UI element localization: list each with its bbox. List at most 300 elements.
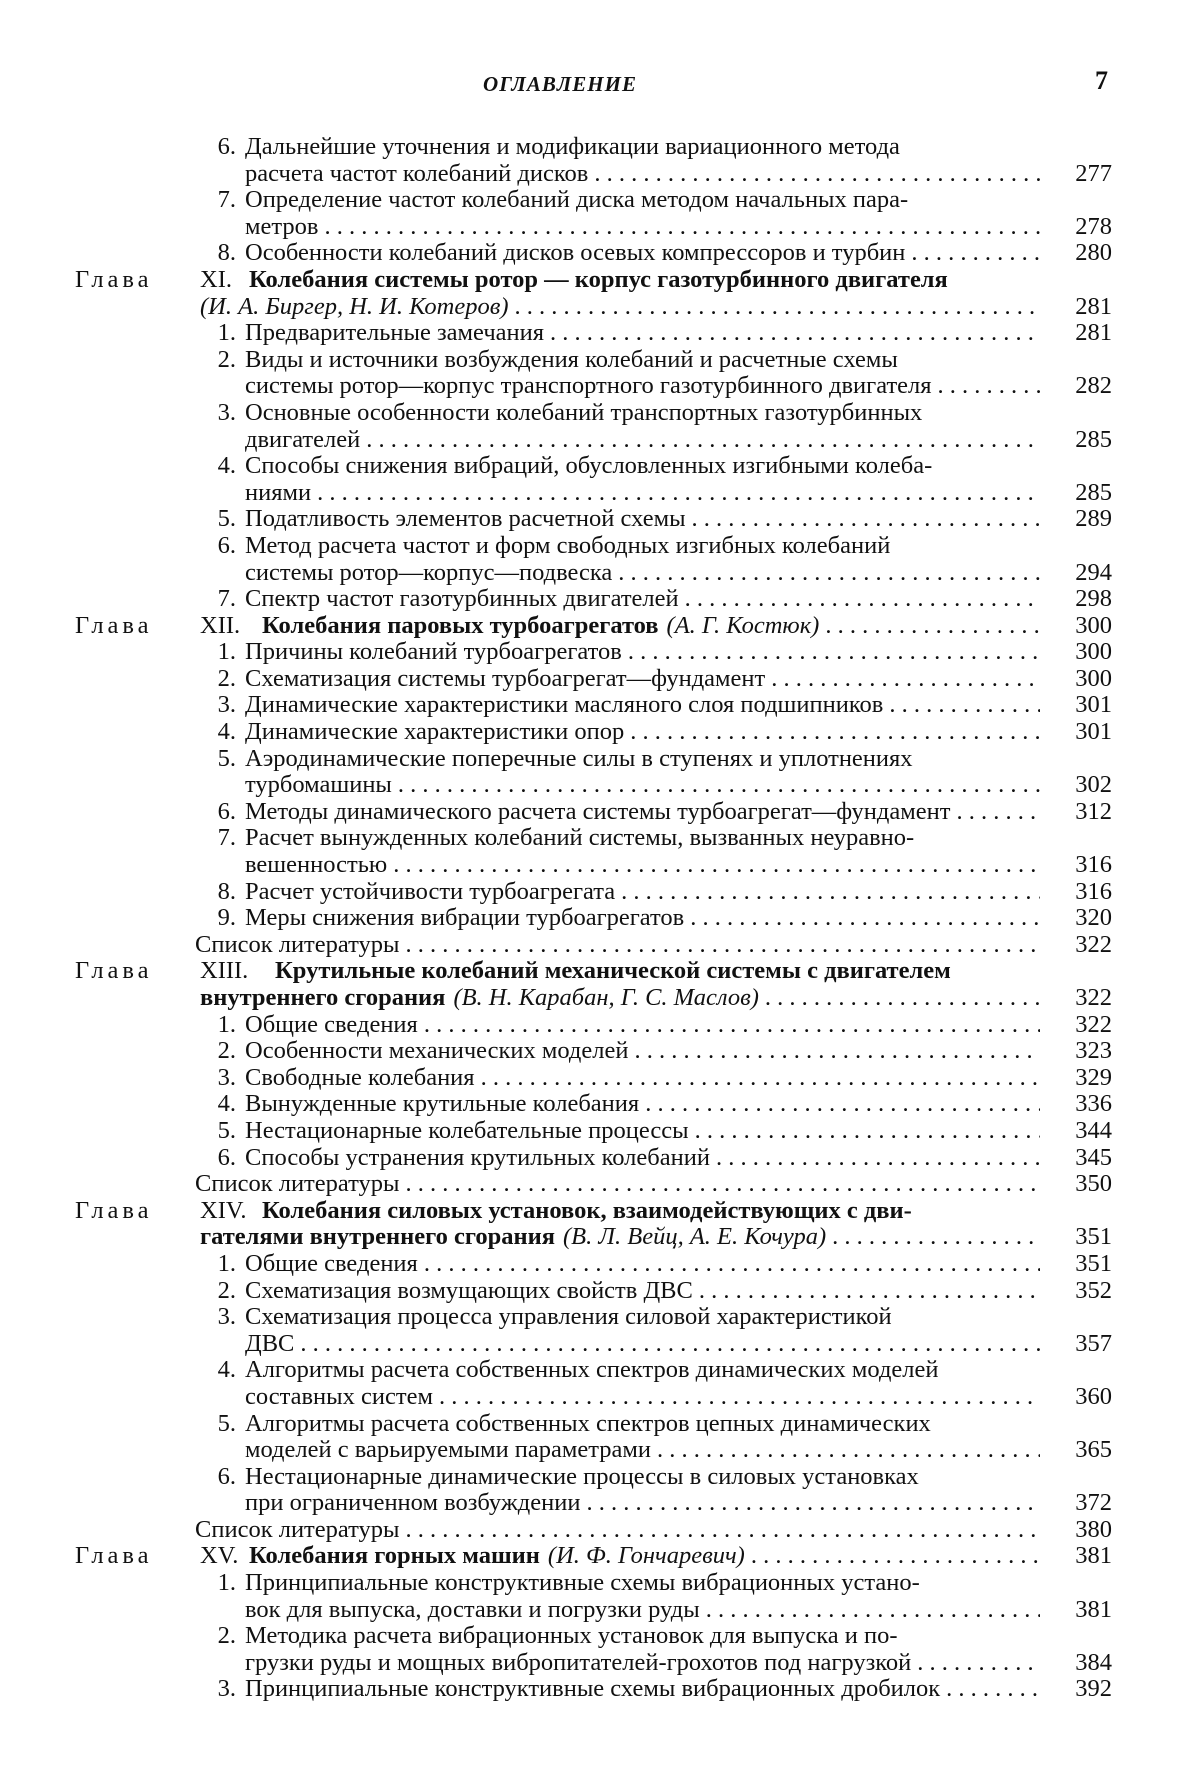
page-ref: 384 xyxy=(1075,1648,1112,1676)
page-ref: 323 xyxy=(1075,1037,1112,1065)
toc-line xyxy=(0,852,1200,879)
toc-entry-text[interactable] xyxy=(245,746,1040,773)
toc-entry[interactable] xyxy=(245,1012,1040,1039)
toc-line xyxy=(0,347,1200,374)
page-ref: 365 xyxy=(1075,1436,1112,1464)
item-number: 3. xyxy=(217,691,236,719)
page-ref: 320 xyxy=(1075,904,1112,932)
toc-entry-text[interactable] xyxy=(275,958,1040,985)
chapter-number: XIV. xyxy=(200,1196,247,1224)
toc-line xyxy=(0,1304,1200,1331)
toc-line xyxy=(0,799,1200,826)
item-number: 3. xyxy=(217,1063,236,1091)
toc-entry[interactable] xyxy=(245,560,1040,587)
toc-line xyxy=(0,267,1200,294)
entry-title: Алгоритмы расчета собственных спектров цепных динамических xyxy=(245,1410,931,1437)
page-number: 7 xyxy=(1095,66,1108,95)
toc-line xyxy=(0,373,1200,400)
item-number: 2. xyxy=(217,1622,236,1650)
item-number: 3. xyxy=(217,398,236,426)
item-number: 4. xyxy=(217,452,236,480)
toc-entry[interactable] xyxy=(245,1091,1040,1118)
page-ref: 345 xyxy=(1075,1143,1112,1171)
page-ref: 351 xyxy=(1075,1223,1112,1251)
toc-line xyxy=(0,958,1200,985)
entry-title: Виды и источники возбуждения колебаний и расчетные схемы xyxy=(245,346,898,373)
page-ref: 280 xyxy=(1075,239,1112,267)
toc-entry[interactable] xyxy=(200,294,1040,321)
page-ref: 294 xyxy=(1075,558,1112,586)
entry-title: Динамические характеристики опор xyxy=(245,719,625,746)
toc-entry-text[interactable] xyxy=(245,1464,1040,1491)
item-number: 8. xyxy=(217,877,236,905)
entry-authors: (В. Л. Вейц, А. Е. Кочура) xyxy=(563,1224,827,1251)
toc-entry[interactable] xyxy=(195,1171,1040,1198)
page-ref: 282 xyxy=(1075,372,1112,400)
toc-entry[interactable] xyxy=(245,1490,1040,1517)
entry-title: метров xyxy=(245,213,319,240)
toc-line xyxy=(0,1597,1200,1624)
chapter-label: Глава xyxy=(75,957,153,985)
page-ref: 357 xyxy=(1075,1329,1112,1357)
toc-line xyxy=(0,1038,1200,1065)
toc-entry[interactable] xyxy=(245,214,1040,241)
toc-line xyxy=(0,320,1200,347)
running-title: ОГЛАВЛЕНИЕ xyxy=(483,72,637,96)
toc-line xyxy=(0,1118,1200,1145)
toc-entry-text[interactable] xyxy=(245,453,1040,480)
leader-dots xyxy=(765,985,1040,1012)
leader-dots xyxy=(832,1224,1040,1251)
toc-entry[interactable] xyxy=(245,852,1040,879)
toc-line xyxy=(0,825,1200,852)
leader-dots xyxy=(692,506,1040,533)
leader-dots xyxy=(300,1331,1040,1358)
toc-entry[interactable] xyxy=(245,240,1040,267)
entry-title: Алгоритмы расчета собственных спектров динамических моделей xyxy=(245,1357,939,1384)
item-number: 3. xyxy=(217,1675,236,1703)
toc-line xyxy=(0,586,1200,613)
leader-dots xyxy=(317,480,1040,507)
leader-dots xyxy=(628,639,1040,666)
chapter-label: Глава xyxy=(75,1542,153,1570)
toc-line xyxy=(0,240,1200,267)
toc-entry[interactable] xyxy=(245,480,1040,507)
entry-title: грузки руды и мощных вибропитателей-грохотов под нагрузкой xyxy=(245,1649,912,1676)
entry-title: Динамические характеристики масляного слоя подшипников xyxy=(245,692,884,719)
chapter-number: XII. xyxy=(200,611,241,639)
entry-title: Список литературы xyxy=(195,1516,400,1543)
item-number: 3. xyxy=(217,1303,236,1331)
entry-title: ниями xyxy=(245,479,312,506)
toc-entry[interactable] xyxy=(245,1278,1040,1305)
toc-line xyxy=(0,1384,1200,1411)
entry-title: Список литературы xyxy=(195,931,400,958)
entry-title: Схематизация возмущающих свойств ДВС xyxy=(245,1277,693,1304)
chapter-label: Глава xyxy=(75,265,153,293)
page-ref: 316 xyxy=(1075,877,1112,905)
item-number: 7. xyxy=(217,824,236,852)
leader-dots xyxy=(630,719,1040,746)
toc-entry-text[interactable] xyxy=(245,825,1040,852)
leader-dots xyxy=(405,1171,1040,1198)
toc-line xyxy=(0,1012,1200,1039)
leader-dots xyxy=(398,772,1040,799)
leader-dots xyxy=(439,1384,1040,1411)
page-ref: 301 xyxy=(1075,691,1112,719)
toc-line xyxy=(0,1650,1200,1677)
toc-entry[interactable] xyxy=(245,799,1040,826)
entry-title: Принципиальные конструктивные схемы вибрационных устано- xyxy=(245,1570,920,1597)
entry-title: Способы устранения крутильных колебаний xyxy=(245,1144,710,1171)
item-number: 9. xyxy=(217,904,236,932)
entry-title: Способы снижения вибраций, обусловленных изгибными колеба- xyxy=(245,453,933,480)
page-ref: 285 xyxy=(1075,425,1112,453)
entry-title: системы ротор—корпус транспортного газотурбинного двигателя xyxy=(245,373,932,400)
entry-authors: (И. А. Биргер, Н. И. Котеров) xyxy=(200,293,509,320)
entry-title: вешенностью xyxy=(245,852,388,879)
toc-entry[interactable] xyxy=(245,905,1040,932)
leader-dots xyxy=(946,1676,1040,1703)
leader-dots xyxy=(825,613,1040,640)
item-number: 5. xyxy=(217,1116,236,1144)
page-ref: 381 xyxy=(1075,1595,1112,1623)
toc-line xyxy=(0,1251,1200,1278)
toc-line xyxy=(0,639,1200,666)
page-ref: 329 xyxy=(1075,1063,1112,1091)
toc-entry[interactable] xyxy=(245,1331,1040,1358)
page-ref: 322 xyxy=(1075,984,1112,1011)
page-ref: 302 xyxy=(1075,771,1112,799)
toc-entry[interactable] xyxy=(245,1251,1040,1278)
toc-entry-text[interactable] xyxy=(245,1623,1040,1650)
leader-dots xyxy=(889,692,1040,719)
leader-dots xyxy=(690,905,1040,932)
leader-dots xyxy=(657,1437,1040,1464)
toc-line xyxy=(0,879,1200,906)
toc-entry[interactable] xyxy=(245,1650,1040,1677)
entry-title: расчета частот колебаний дисков xyxy=(245,160,589,187)
entry-title: Причины колебаний турбоагрегатов xyxy=(245,639,622,666)
toc-entry-text[interactable] xyxy=(262,1198,1040,1225)
toc-entry[interactable] xyxy=(245,1384,1040,1411)
page-ref: 281 xyxy=(1075,292,1112,320)
toc-entry-text[interactable] xyxy=(249,267,1040,294)
leader-dots xyxy=(634,1038,1040,1065)
entry-title: Методика расчета вибрационных установок для выпуска и по- xyxy=(245,1623,898,1650)
leader-dots xyxy=(481,1065,1040,1092)
entry-title: Метод расчета частот и форм свободных изгибных колебаний xyxy=(245,532,891,559)
entry-title: Предварительные замечания xyxy=(245,320,545,347)
entry-title: при ограниченном возбуждении xyxy=(245,1490,581,1517)
leader-dots xyxy=(645,1091,1040,1118)
toc-entry[interactable] xyxy=(245,639,1040,666)
entry-title: Крутильные колебаний механической системы с двигателем xyxy=(275,958,951,985)
leader-dots xyxy=(324,214,1040,241)
toc-entry-text[interactable] xyxy=(245,533,1040,560)
entry-authors: (И. Ф. Гончаревич) xyxy=(547,1543,745,1570)
toc-entry[interactable] xyxy=(245,427,1040,454)
leader-dots xyxy=(695,1118,1040,1145)
toc-line xyxy=(0,932,1200,959)
toc-entry[interactable] xyxy=(245,161,1040,188)
toc-line xyxy=(0,719,1200,746)
entry-title: Общие сведения xyxy=(245,1011,418,1038)
leader-dots xyxy=(424,1251,1040,1278)
toc-entry[interactable] xyxy=(245,692,1040,719)
chapter-label: Глава xyxy=(75,1196,153,1224)
entry-title: Расчет вынужденных колебаний системы, вызванных неуравно- xyxy=(245,825,915,852)
entry-title: Схематизация системы турбоагрегат—фундамент xyxy=(245,665,766,692)
item-number: 4. xyxy=(217,718,236,746)
toc-entry[interactable] xyxy=(245,666,1040,693)
toc-line xyxy=(0,1490,1200,1517)
leader-dots xyxy=(706,1597,1040,1624)
leader-dots xyxy=(405,1517,1040,1544)
toc-line xyxy=(0,161,1200,188)
entry-title: Вынужденные крутильные колебания xyxy=(245,1091,640,1118)
entry-title: Определение частот колебаний диска методом начальных пара- xyxy=(245,187,909,214)
item-number: 6. xyxy=(217,1462,236,1490)
leader-dots xyxy=(716,1145,1040,1172)
toc-line xyxy=(0,692,1200,719)
item-number: 5. xyxy=(217,744,236,772)
item-number: 1. xyxy=(217,638,236,666)
entry-title: Особенности колебаний дисков осевых компрессоров и турбин xyxy=(245,240,906,267)
entry-title: Дальнейшие уточнения и модификации вариационного метода xyxy=(245,134,900,160)
toc-entry-text[interactable] xyxy=(245,187,1040,214)
entry-title: системы ротор—корпус—подвеска xyxy=(245,559,613,586)
table-of-contents xyxy=(0,134,1200,1703)
toc-entry[interactable] xyxy=(245,1065,1040,1092)
page-ref: 344 xyxy=(1075,1116,1112,1144)
item-number: 5. xyxy=(217,1409,236,1437)
entry-authors: (В. Н. Карабан, Г. С. Маслов) xyxy=(453,985,759,1011)
entry-title: ДВС xyxy=(245,1330,295,1357)
toc-line xyxy=(0,1145,1200,1172)
toc-entry[interactable] xyxy=(245,719,1040,746)
toc-line xyxy=(0,1411,1200,1438)
toc-entry[interactable] xyxy=(245,506,1040,533)
toc-line xyxy=(0,1171,1200,1198)
page-ref: 350 xyxy=(1075,1170,1112,1198)
chapter-label: Глава xyxy=(75,611,153,639)
toc-entry-text[interactable] xyxy=(245,1570,1040,1597)
item-number: 7. xyxy=(217,585,236,613)
item-number: 5. xyxy=(217,505,236,533)
item-number: 6. xyxy=(217,1143,236,1171)
entry-title: Аэродинамические поперечные силы в ступенях и уплотнениях xyxy=(245,745,913,772)
entry-title: Особенности механических моделей xyxy=(245,1038,629,1065)
item-number: 2. xyxy=(217,664,236,692)
page-ref: 351 xyxy=(1075,1249,1112,1277)
toc-entry-text[interactable] xyxy=(245,400,1040,427)
toc-line xyxy=(0,400,1200,427)
entry-title: Свободные колебания xyxy=(245,1064,475,1091)
toc-entry-text[interactable] xyxy=(245,1304,1040,1331)
toc-line xyxy=(0,666,1200,693)
page-ref: 322 xyxy=(1075,1010,1112,1038)
chapter-number: XI. xyxy=(200,265,232,293)
entry-title: внутреннего сгорания xyxy=(200,985,446,1011)
entry-title: Колебания силовых установок, взаимодействующих с дви- xyxy=(262,1197,912,1224)
page-ref: 312 xyxy=(1075,797,1112,825)
toc-entry[interactable] xyxy=(249,1543,1040,1570)
toc-line xyxy=(0,1331,1200,1358)
leader-dots xyxy=(393,852,1040,879)
page-ref: 300 xyxy=(1075,611,1112,639)
entry-title: Колебания паровых турбоагрегатов xyxy=(262,612,659,639)
entry-title: Методы динамического расчета системы турбоагрегат—фундамент xyxy=(245,798,951,825)
toc-entry[interactable] xyxy=(245,1038,1040,1065)
entry-title: гателями внутреннего сгорания xyxy=(200,1224,556,1251)
entry-title: двигателей xyxy=(245,426,361,453)
toc-entry-text[interactable] xyxy=(245,1411,1040,1438)
toc-line xyxy=(0,1437,1200,1464)
toc-line xyxy=(0,134,1200,161)
entry-title: Основные особенности колебаний транспортных газотурбинных xyxy=(245,399,923,426)
item-number: 2. xyxy=(217,1037,236,1065)
toc-entry[interactable] xyxy=(245,772,1040,799)
item-number: 1. xyxy=(217,319,236,347)
toc-entry-text[interactable] xyxy=(245,347,1040,374)
toc-entry[interactable] xyxy=(245,1676,1040,1703)
toc-line xyxy=(0,453,1200,480)
toc-line xyxy=(0,187,1200,214)
page-ref: 285 xyxy=(1075,478,1112,506)
leader-dots xyxy=(366,427,1040,454)
toc-line xyxy=(0,985,1200,1012)
toc-entry[interactable] xyxy=(245,1118,1040,1145)
entry-authors: (А. Г. Костюк) xyxy=(666,612,820,639)
item-number: 6. xyxy=(217,797,236,825)
toc-line xyxy=(0,480,1200,507)
entry-title: Колебания системы ротор — корпус газотурбинного двигателя xyxy=(249,266,948,293)
leader-dots xyxy=(618,560,1040,587)
page-ref: 336 xyxy=(1075,1090,1112,1118)
entry-title: Схематизация процесса управления силовой характеристикой xyxy=(245,1304,892,1331)
toc-entry-text[interactable] xyxy=(245,134,1040,161)
entry-title: вок для выпуска, доставки и погрузки руды xyxy=(245,1596,700,1623)
entry-title: Колебания горных машин xyxy=(249,1543,540,1570)
entry-title: Расчет устойчивости турбоагрегата xyxy=(245,878,616,905)
toc-line xyxy=(0,1623,1200,1650)
entry-title: Список литературы xyxy=(195,1171,400,1198)
toc-line xyxy=(0,1278,1200,1305)
leader-dots xyxy=(956,799,1040,826)
item-number: 1. xyxy=(217,1569,236,1597)
toc-line xyxy=(0,746,1200,773)
toc-entry[interactable] xyxy=(195,1517,1040,1544)
toc-entry[interactable] xyxy=(245,879,1040,906)
toc-line xyxy=(0,427,1200,454)
toc-line xyxy=(0,1357,1200,1384)
toc-line xyxy=(0,1676,1200,1703)
page-ref: 380 xyxy=(1075,1515,1112,1543)
item-number: 4. xyxy=(217,1356,236,1384)
leader-dots xyxy=(685,586,1040,613)
toc-entry[interactable] xyxy=(245,1145,1040,1172)
leader-dots xyxy=(771,666,1040,693)
item-number: 8. xyxy=(217,239,236,267)
leader-dots xyxy=(550,320,1040,347)
toc-entry[interactable] xyxy=(262,613,1040,640)
toc-entry[interactable] xyxy=(200,985,1040,1012)
page-ref: 316 xyxy=(1075,851,1112,879)
toc-entry[interactable] xyxy=(245,1597,1040,1624)
toc-line xyxy=(0,1570,1200,1597)
item-number: 4. xyxy=(217,1090,236,1118)
entry-title: турбомашины xyxy=(245,772,392,799)
entry-title: Нестационарные динамические процессы в силовых установках xyxy=(245,1463,919,1490)
entry-title: моделей с варьируемыми параметрами xyxy=(245,1437,652,1464)
item-number: 2. xyxy=(217,1276,236,1304)
chapter-number: XV. xyxy=(200,1542,239,1570)
page-ref: 301 xyxy=(1075,718,1112,746)
toc-entry[interactable] xyxy=(245,586,1040,613)
page-ref: 360 xyxy=(1075,1382,1112,1410)
item-number: 6. xyxy=(217,531,236,559)
toc-entry[interactable] xyxy=(245,373,1040,400)
entry-title: Общие сведения xyxy=(245,1250,418,1277)
toc-line xyxy=(0,214,1200,241)
leader-dots xyxy=(938,373,1040,400)
leader-dots xyxy=(405,932,1040,959)
leader-dots xyxy=(911,240,1040,267)
page-ref: 372 xyxy=(1075,1489,1112,1517)
entry-title: Нестационарные колебательные процессы xyxy=(245,1117,689,1144)
toc-line xyxy=(0,1065,1200,1092)
page-ref: 278 xyxy=(1075,212,1112,240)
entry-title: Принципиальные конструктивные схемы вибрационных дробилок xyxy=(245,1676,941,1703)
toc-line xyxy=(0,613,1200,640)
leader-dots xyxy=(917,1650,1040,1677)
leader-dots xyxy=(586,1490,1040,1517)
page-ref: 277 xyxy=(1075,159,1112,187)
toc-line xyxy=(0,772,1200,799)
item-number: 1. xyxy=(217,1010,236,1038)
page-ref: 300 xyxy=(1075,664,1112,692)
page-ref: 381 xyxy=(1075,1542,1112,1570)
toc-line xyxy=(0,1543,1200,1570)
item-number: 1. xyxy=(217,1249,236,1277)
toc-line xyxy=(0,905,1200,932)
toc-entry[interactable] xyxy=(200,1224,1040,1251)
leader-dots xyxy=(594,161,1040,188)
toc-line xyxy=(0,1198,1200,1225)
page-ref: 352 xyxy=(1075,1276,1112,1304)
toc-entry[interactable] xyxy=(195,932,1040,959)
page-ref: 281 xyxy=(1075,319,1112,347)
toc-entry[interactable] xyxy=(245,320,1040,347)
toc-line xyxy=(0,294,1200,321)
toc-entry[interactable] xyxy=(245,1437,1040,1464)
toc-line xyxy=(0,1224,1200,1251)
leader-dots xyxy=(515,294,1040,321)
page-ref: 322 xyxy=(1075,930,1112,958)
toc-line xyxy=(0,1091,1200,1118)
toc-entry-text[interactable] xyxy=(245,1357,1040,1384)
entry-title: составных систем xyxy=(245,1383,433,1410)
toc-line xyxy=(0,1464,1200,1491)
toc-line xyxy=(0,533,1200,560)
page-ref: 300 xyxy=(1075,638,1112,666)
page-ref: 392 xyxy=(1075,1675,1112,1703)
toc-line xyxy=(0,506,1200,533)
entry-title: Податливость элементов расчетной схемы xyxy=(245,506,686,533)
leader-dots xyxy=(699,1278,1040,1305)
item-number: 6. xyxy=(217,133,236,160)
